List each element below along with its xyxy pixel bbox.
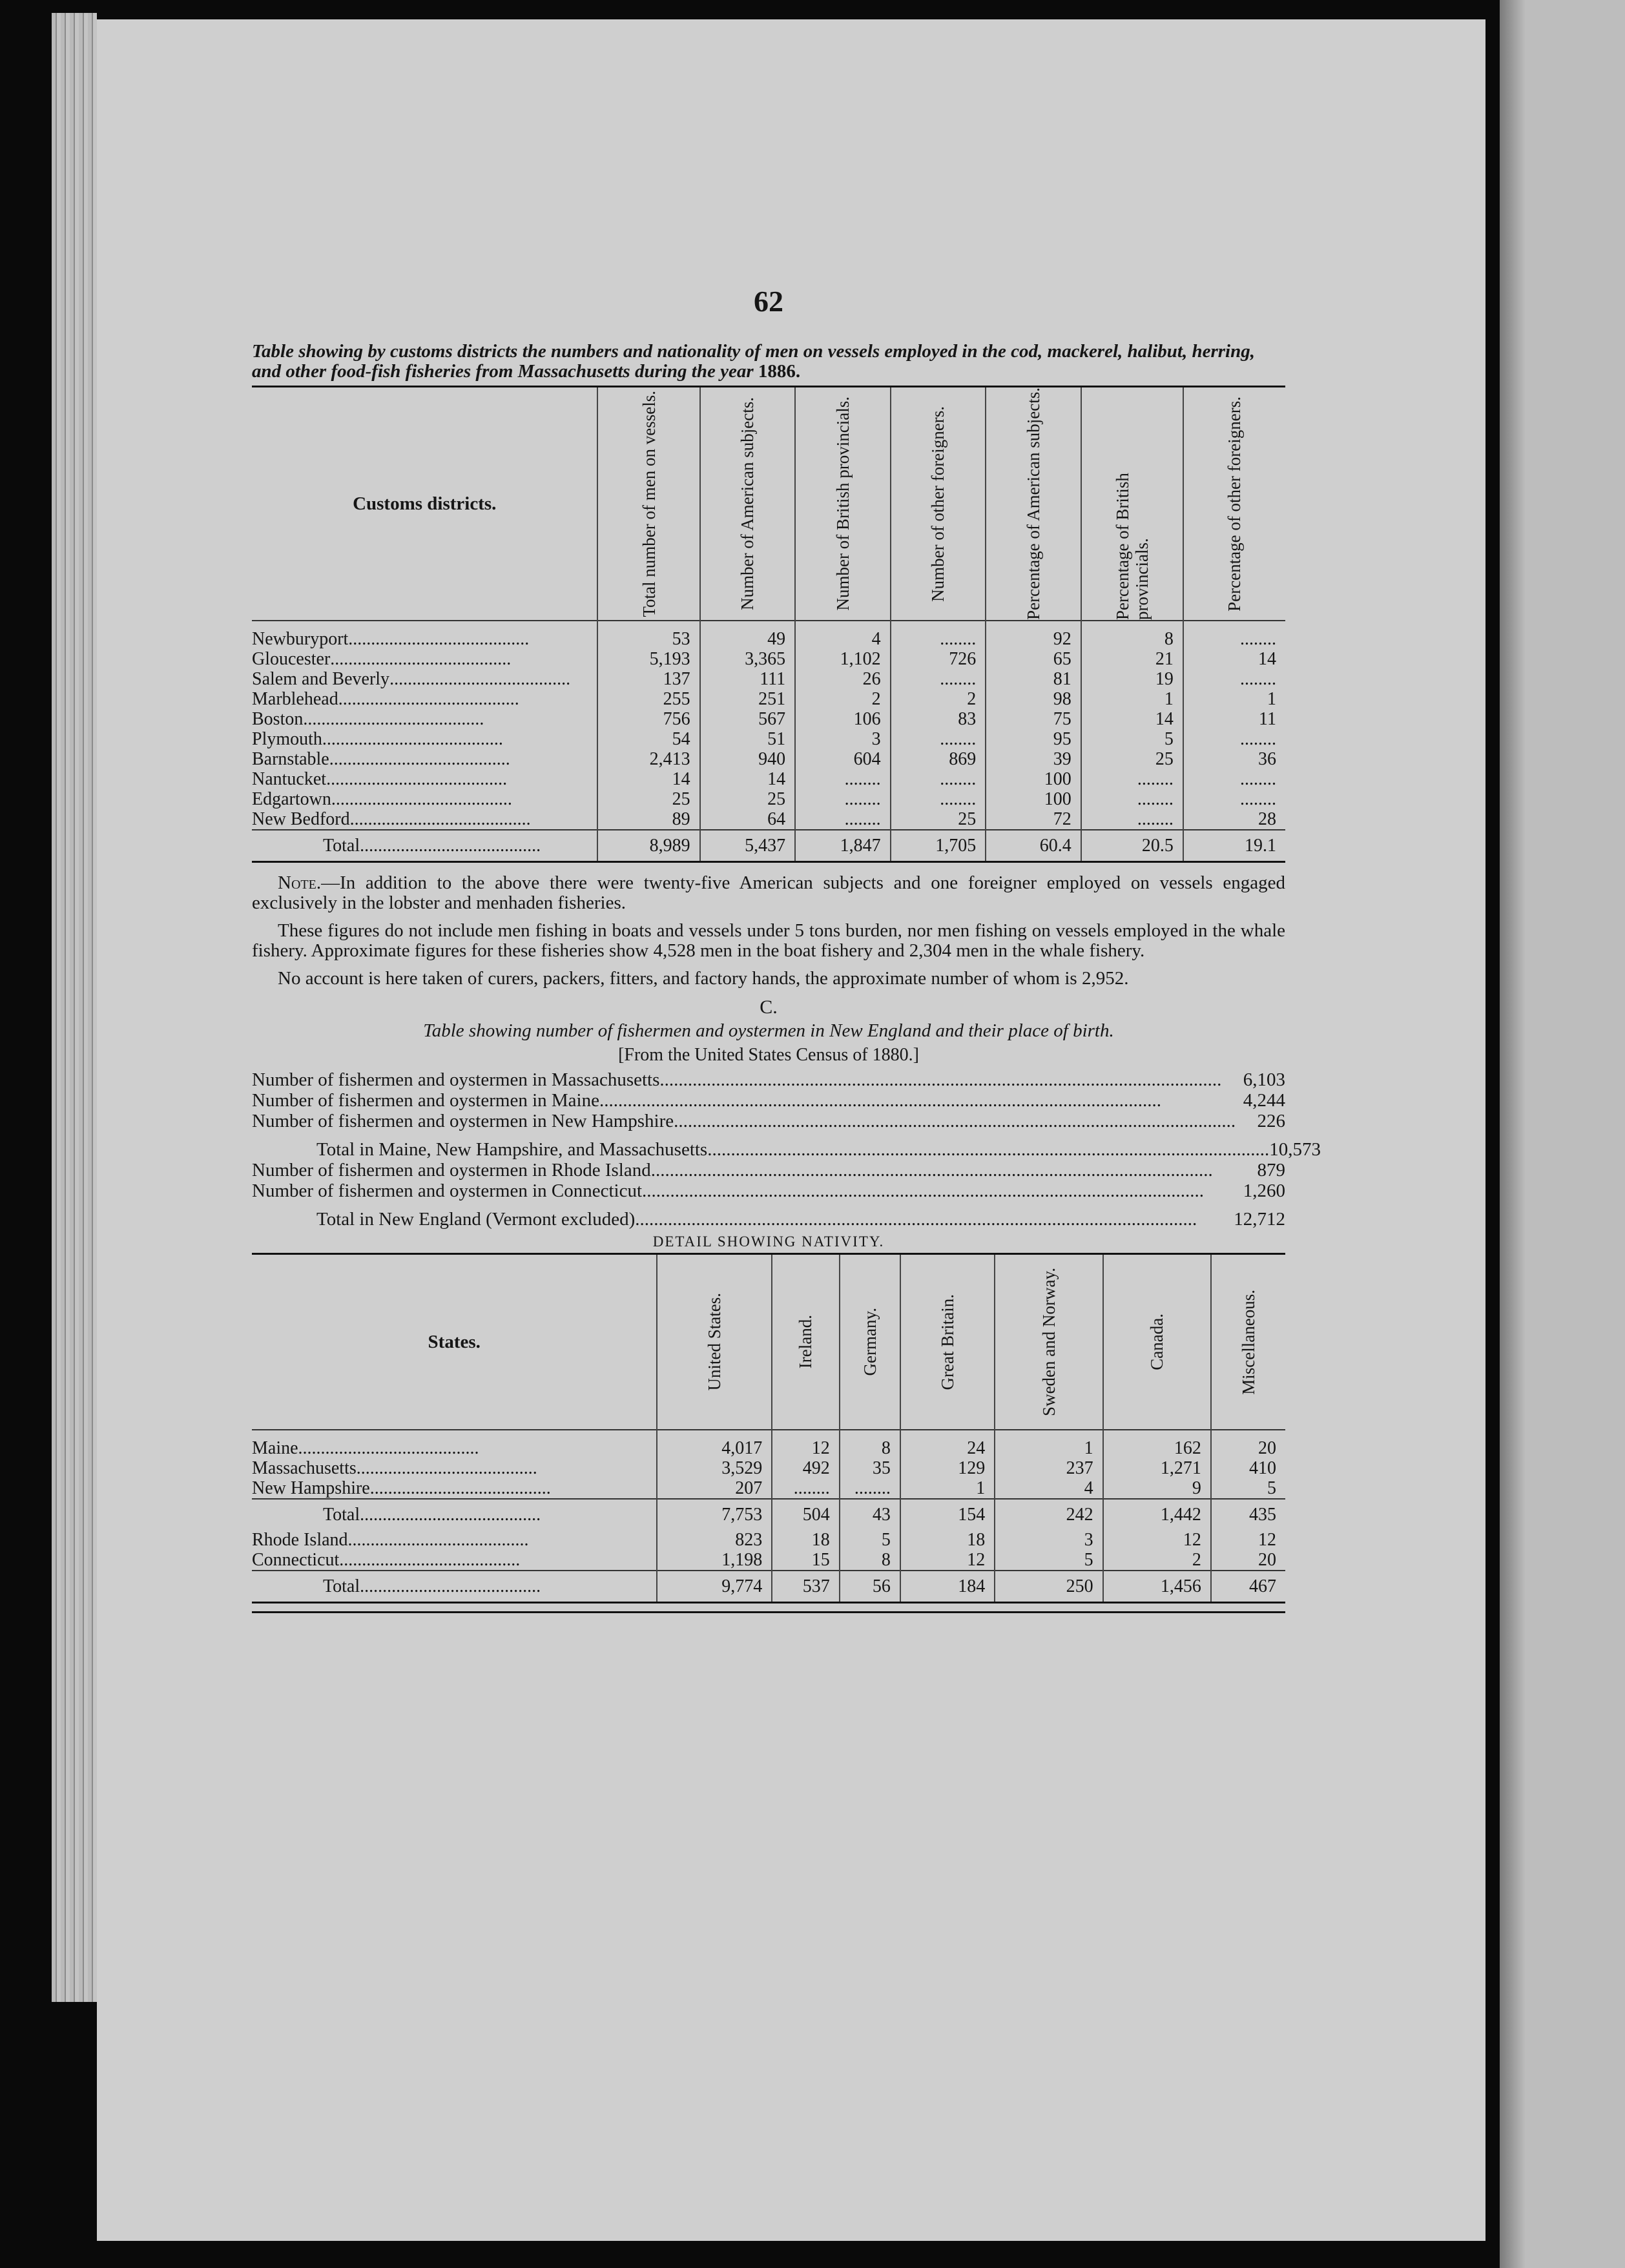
row-label-text: Connecticut [252,1550,340,1570]
table1-header-text: Percentage of British provincials. [1112,473,1152,620]
table1-caption-year: 1886. [758,361,801,382]
cell-value: 39 [986,749,1081,769]
cell-value: 24 [900,1438,995,1458]
row-label-text: New Hampshire [252,1478,370,1498]
cell-value: 21 [1081,649,1183,669]
cell-value: 49 [700,629,796,649]
cell-value: 1,456 [1103,1571,1211,1603]
cell-value: 25 [1081,749,1183,769]
cell-value: 567 [700,709,796,729]
nativity-detail-title: DETAIL SHOWING NATIVITY. [652,1233,885,1250]
cell-value: 14 [597,769,699,789]
row-label-text: Total [323,1576,360,1596]
cell-value: 100 [986,769,1081,789]
district-row [252,649,1285,669]
cell-value: 435 [1211,1499,1285,1530]
summary-value: 10,573 [1269,1139,1321,1160]
cell-value: ........ [891,769,986,789]
cell-value: ........ [1183,769,1285,789]
note-label: Note. [278,872,322,893]
summary-label: Number of fishermen and oystermen in Massachusetts [252,1069,660,1090]
summary-label: Number of fishermen and oystermen in Maine [252,1090,599,1111]
summary-line [252,1090,1285,1111]
cell-value: ........ [891,789,986,809]
page-content [252,284,1321,1613]
district-row [252,809,1285,830]
cell-value: 9 [1103,1478,1211,1499]
leader-dots: ........................................ [326,769,508,789]
row-label [252,729,597,749]
cell-value: 726 [891,649,986,669]
row-label-text: Newburyport [252,629,349,649]
row-label-text: Plymouth [252,729,322,749]
leader-dots: ........................................ [360,1576,541,1596]
table1-caption [252,342,1285,382]
cell-value: 5,193 [597,649,699,669]
cell-value: 11 [1183,709,1285,729]
leader-dots: ........................................ [369,1478,551,1498]
cell-value: 4 [995,1478,1102,1499]
leader-dots: ........................................................................................................................ [659,1069,1222,1090]
table2-header-4 [900,1254,995,1430]
cell-value: 75 [986,709,1081,729]
row-label-text: Total [323,836,360,856]
table1-header-3 [795,387,891,621]
table2-header-1 [657,1254,772,1430]
cell-value: ........ [1183,669,1285,689]
leader-dots: ........................................................................................................................ [599,1090,1161,1111]
leader-dots: ........................................ [347,1530,529,1550]
row-label [252,1530,657,1550]
row-label [252,1438,657,1458]
table2-header-text: United States. [705,1293,725,1391]
leader-dots: ........................................ [389,669,571,689]
summary-line [252,1180,1285,1201]
table1-header-text: Percentage of American subjects. [1023,387,1043,620]
note-para-2: These figures do not include men fishing in boats and vessels under 5 tons burden, nor men fishing on vessels employed in the whale fishery. Approximate figures for these fisheries show 4,528 men in the boat fishery and 2,304 men in the whale fishery. [252,920,1285,961]
cell-value: 4,017 [657,1438,772,1458]
row-label-text: Gloucester [252,649,331,669]
cell-value: 92 [986,629,1081,649]
state-row [252,1458,1285,1478]
row-label [252,749,597,769]
cell-value: 19 [1081,669,1183,689]
row-label-text: Boston [252,709,304,729]
cell-value: 537 [772,1571,840,1603]
cell-value: 28 [1183,809,1285,830]
cell-value: 492 [772,1458,840,1478]
summary-label: Number of fishermen and oystermen in New Hampshire [252,1111,674,1131]
cell-value: 129 [900,1458,995,1478]
cell-value: ........ [891,669,986,689]
leader-dots: ........................................ [349,809,531,829]
cell-value: 20 [1211,1550,1285,1571]
cell-value: 20.5 [1081,830,1183,862]
cell-value: 604 [795,749,891,769]
cell-value: ........ [1081,809,1183,830]
cell-value: 251 [700,689,796,709]
cell-value: 207 [657,1478,772,1499]
leader-dots: ........................................ [338,689,519,709]
district-total-row [252,830,1285,862]
table2-header-text: Sweden and Norway. [1039,1268,1059,1416]
cell-value: ........ [1081,769,1183,789]
cell-value: 8 [1081,629,1183,649]
row-label [252,709,597,729]
cell-value: 12 [772,1438,840,1458]
cell-value: 5 [1081,729,1183,749]
section-c-source: [From the United States Census of 1880.] [618,1045,919,1065]
note-para-3: No account is here taken of curers, packers, fitters, and factory hands, the approximate number of whom is 2,952. [278,968,1129,989]
summary-value: 1,260 [1243,1180,1285,1201]
fishermen-summary [252,1069,1321,1230]
row-label [252,789,597,809]
cell-value: 2 [795,689,891,709]
cell-value: 1 [995,1438,1102,1458]
cell-value: 8 [840,1438,900,1458]
cell-value: 53 [597,629,699,649]
row-label [252,689,597,709]
cell-value: ........ [891,629,986,649]
summary-value: 226 [1257,1111,1285,1131]
section-c-caption: Table showing number of fishermen and oystermen in New England and their place of birth. [423,1020,1114,1041]
district-row [252,689,1285,709]
cell-value: ........ [840,1478,900,1499]
row-label-text: Edgartown [252,789,331,809]
leader-dots: ........................................ [329,749,510,769]
row-label [252,649,597,669]
district-row [252,749,1285,769]
cell-value: 20 [1211,1438,1285,1458]
summary-value: 4,244 [1243,1090,1285,1111]
leader-dots: ........................................ [331,789,512,809]
cell-value: 89 [597,809,699,830]
cell-value: 823 [657,1530,772,1550]
cell-value: ........ [1183,789,1285,809]
leader-dots: ........................................ [298,1438,479,1458]
cell-value: 25 [597,789,699,809]
cell-value: 1,271 [1103,1458,1211,1478]
cell-value: 5,437 [700,830,796,862]
table1-header-text: Number of other foreigners. [928,406,948,602]
cell-value: 35 [840,1458,900,1478]
cell-value: 12 [1103,1530,1211,1550]
table1-header-text: Total number of men on vessels. [639,390,659,617]
cell-value: 410 [1211,1458,1285,1478]
cell-value: 162 [1103,1438,1211,1458]
cell-value: 12 [900,1550,995,1571]
page-stack-edges [52,13,97,2002]
cell-value: 137 [597,669,699,689]
table1-header-text: Number of American subjects. [738,397,758,610]
note-text: —In addition to the above there were twenty-five American subjects and one foreigner employed on vessels engaged exclusively in the lobster and menhaden fisheries. [252,872,1285,913]
cell-value: 43 [840,1499,900,1530]
cell-value: 65 [986,649,1081,669]
summary-label: Number of fishermen and oystermen in Rhode Island [252,1160,651,1180]
cell-value: 81 [986,669,1081,689]
state-total-row [252,1571,1285,1603]
table2-header-text: Ireland. [796,1315,816,1369]
cell-value: 54 [597,729,699,749]
summary-line [252,1069,1285,1090]
leader-dots: ........................................ [348,629,530,649]
cell-value: 14 [1183,649,1285,669]
cell-value: 36 [1183,749,1285,769]
row-label-text: Nantucket [252,769,327,789]
cell-value: 5 [1211,1478,1285,1499]
row-label-text: Salem and Beverly [252,669,390,689]
table1-header-5 [986,387,1081,621]
table2-header-6 [1103,1254,1211,1430]
table2-header-5 [995,1254,1102,1430]
leader-dots: ........................................ [322,729,503,749]
bottom-rule [252,1611,1285,1613]
table2-header-0: States. [428,1331,481,1352]
cell-value: 154 [900,1499,995,1530]
table2-header-text: Canada. [1147,1314,1167,1370]
leader-dots: ........................................................................................................................ [674,1111,1236,1131]
cell-value: 25 [700,789,796,809]
cell-value: 504 [772,1499,840,1530]
cell-value: 5 [840,1530,900,1550]
nativity-table [252,1253,1285,1603]
district-row [252,709,1285,729]
cell-value: 14 [1081,709,1183,729]
cell-value: 4 [795,629,891,649]
table1-header-1 [597,387,699,621]
cell-value: 3 [795,729,891,749]
cell-value: 15 [772,1550,840,1571]
table1-header-text: Percentage of other foreigners. [1225,396,1245,612]
table1-header-text: Number of British provincials. [833,397,853,611]
cell-value: 95 [986,729,1081,749]
customs-districts-table [252,386,1285,863]
row-label-text: Massachusetts [252,1458,357,1478]
summary-value: 12,712 [1234,1209,1285,1230]
cell-value: 100 [986,789,1081,809]
row-label [252,1478,657,1499]
cell-value: 26 [795,669,891,689]
cell-value: 18 [772,1530,840,1550]
cell-value: 1,102 [795,649,891,669]
summary-label: Number of fishermen and oystermen in Connecticut [252,1180,643,1201]
cell-value: 1 [900,1478,995,1499]
summary-line [252,1111,1285,1131]
row-label [252,1499,657,1530]
cell-value: 2,413 [597,749,699,769]
cell-value: 184 [900,1571,995,1603]
table1-header-7 [1183,387,1285,621]
page-number: 62 [754,285,783,318]
leader-dots: ........................................ [360,836,541,856]
leader-dots: ........................................................................................................................ [642,1180,1205,1201]
state-row [252,1550,1285,1571]
row-label-text: Total [323,1505,360,1525]
cell-value: 756 [597,709,699,729]
leader-dots: ........................................ [303,709,484,729]
row-label-text: Rhode Island [252,1530,348,1550]
row-label [252,830,597,862]
leader-dots: ........................................................................................................................ [707,1139,1270,1160]
cell-value: ........ [772,1478,840,1499]
cell-value: 237 [995,1458,1102,1478]
cell-value: 5 [995,1550,1102,1571]
district-row [252,729,1285,749]
cell-value: ........ [795,789,891,809]
leader-dots: ........................................ [339,1550,521,1570]
cell-value: 255 [597,689,699,709]
cell-value: 1 [1081,689,1183,709]
row-label-text: New Bedford [252,809,350,829]
state-row [252,1438,1285,1458]
cell-value: 1 [1183,689,1285,709]
facing-page-edge [1500,0,1625,2268]
cell-value: 60.4 [986,830,1081,862]
cell-value: 1,198 [657,1550,772,1571]
row-label [252,809,597,830]
notes-section [252,873,1285,989]
cell-value: 242 [995,1499,1102,1530]
state-row [252,1530,1285,1550]
leader-dots: ........................................................................................................................ [635,1209,1197,1230]
table1-header-2 [700,387,796,621]
cell-value: ........ [795,809,891,830]
row-label-text: Barnstable [252,749,329,769]
leader-dots: ........................................................................................................................ [650,1160,1213,1180]
state-subtotal-row [252,1499,1285,1530]
cell-value: 9,774 [657,1571,772,1603]
summary-line [252,1160,1285,1180]
summary-line [252,1209,1285,1230]
summary-label: Total in New England (Vermont excluded) [316,1209,636,1230]
summary-value: 879 [1257,1160,1285,1180]
cell-value: 940 [700,749,796,769]
table2-header-text: Germany. [860,1308,880,1376]
row-label [252,669,597,689]
state-row [252,1478,1285,1499]
cell-value: 7,753 [657,1499,772,1530]
cell-value: 72 [986,809,1081,830]
summary-value: 6,103 [1243,1069,1285,1090]
cell-value: 869 [891,749,986,769]
district-row [252,789,1285,809]
cell-value: 1,847 [795,830,891,862]
cell-value: 106 [795,709,891,729]
row-label-text: Marblehead [252,689,338,709]
cell-value: 51 [700,729,796,749]
cell-value: ........ [1183,629,1285,649]
summary-line [252,1139,1321,1160]
row-label [252,1550,657,1571]
cell-value: ........ [1183,729,1285,749]
cell-value: 467 [1211,1571,1285,1603]
table2-header-2 [772,1254,840,1430]
cell-value: 3 [995,1530,1102,1550]
row-label-text: Maine [252,1438,298,1458]
district-row [252,669,1285,689]
table2-header-text: Great Britain. [938,1294,958,1390]
leader-dots: ........................................ [360,1505,541,1525]
cell-value: ........ [1081,789,1183,809]
summary-label: Total in Maine, New Hampshire, and Massachusetts [316,1139,708,1160]
row-label [252,1571,657,1603]
section-letter: C. [760,996,778,1018]
cell-value: 1,705 [891,830,986,862]
cell-value: ........ [891,729,986,749]
cell-value: 8 [840,1550,900,1571]
cell-value: 2 [1103,1550,1211,1571]
table2-header-7 [1211,1254,1285,1430]
cell-value: 98 [986,689,1081,709]
district-row [252,769,1285,789]
cell-value: 1,442 [1103,1499,1211,1530]
leader-dots: ........................................ [330,649,512,669]
table1-header-0: Customs districts. [353,493,497,514]
cell-value: 12 [1211,1530,1285,1550]
table2-header-text: Miscellaneous. [1238,1289,1258,1395]
table1-caption-main: Table showing by customs districts the numbers and nationality of men on vessels employed in the cod, mackerel, halibut, herring, and other food-fish fisheries from Massachusetts during the year [252,341,1255,382]
row-label [252,629,597,649]
row-label [252,1458,657,1478]
table2-header-3 [840,1254,900,1430]
leader-dots: ........................................ [356,1458,537,1478]
cell-value: 56 [840,1571,900,1603]
table1-header-6 [1081,387,1183,621]
cell-value: 64 [700,809,796,830]
cell-value: 83 [891,709,986,729]
cell-value: 8,989 [597,830,699,862]
table1-header-4 [891,387,986,621]
cell-value: 3,365 [700,649,796,669]
cell-value: 19.1 [1183,830,1285,862]
district-row [252,629,1285,649]
cell-value: 3,529 [657,1458,772,1478]
cell-value: 14 [700,769,796,789]
cell-value: 2 [891,689,986,709]
cell-value: 25 [891,809,986,830]
cell-value: 111 [700,669,796,689]
cell-value: 18 [900,1530,995,1550]
row-label [252,769,597,789]
cell-value: 250 [995,1571,1102,1603]
cell-value: ........ [795,769,891,789]
